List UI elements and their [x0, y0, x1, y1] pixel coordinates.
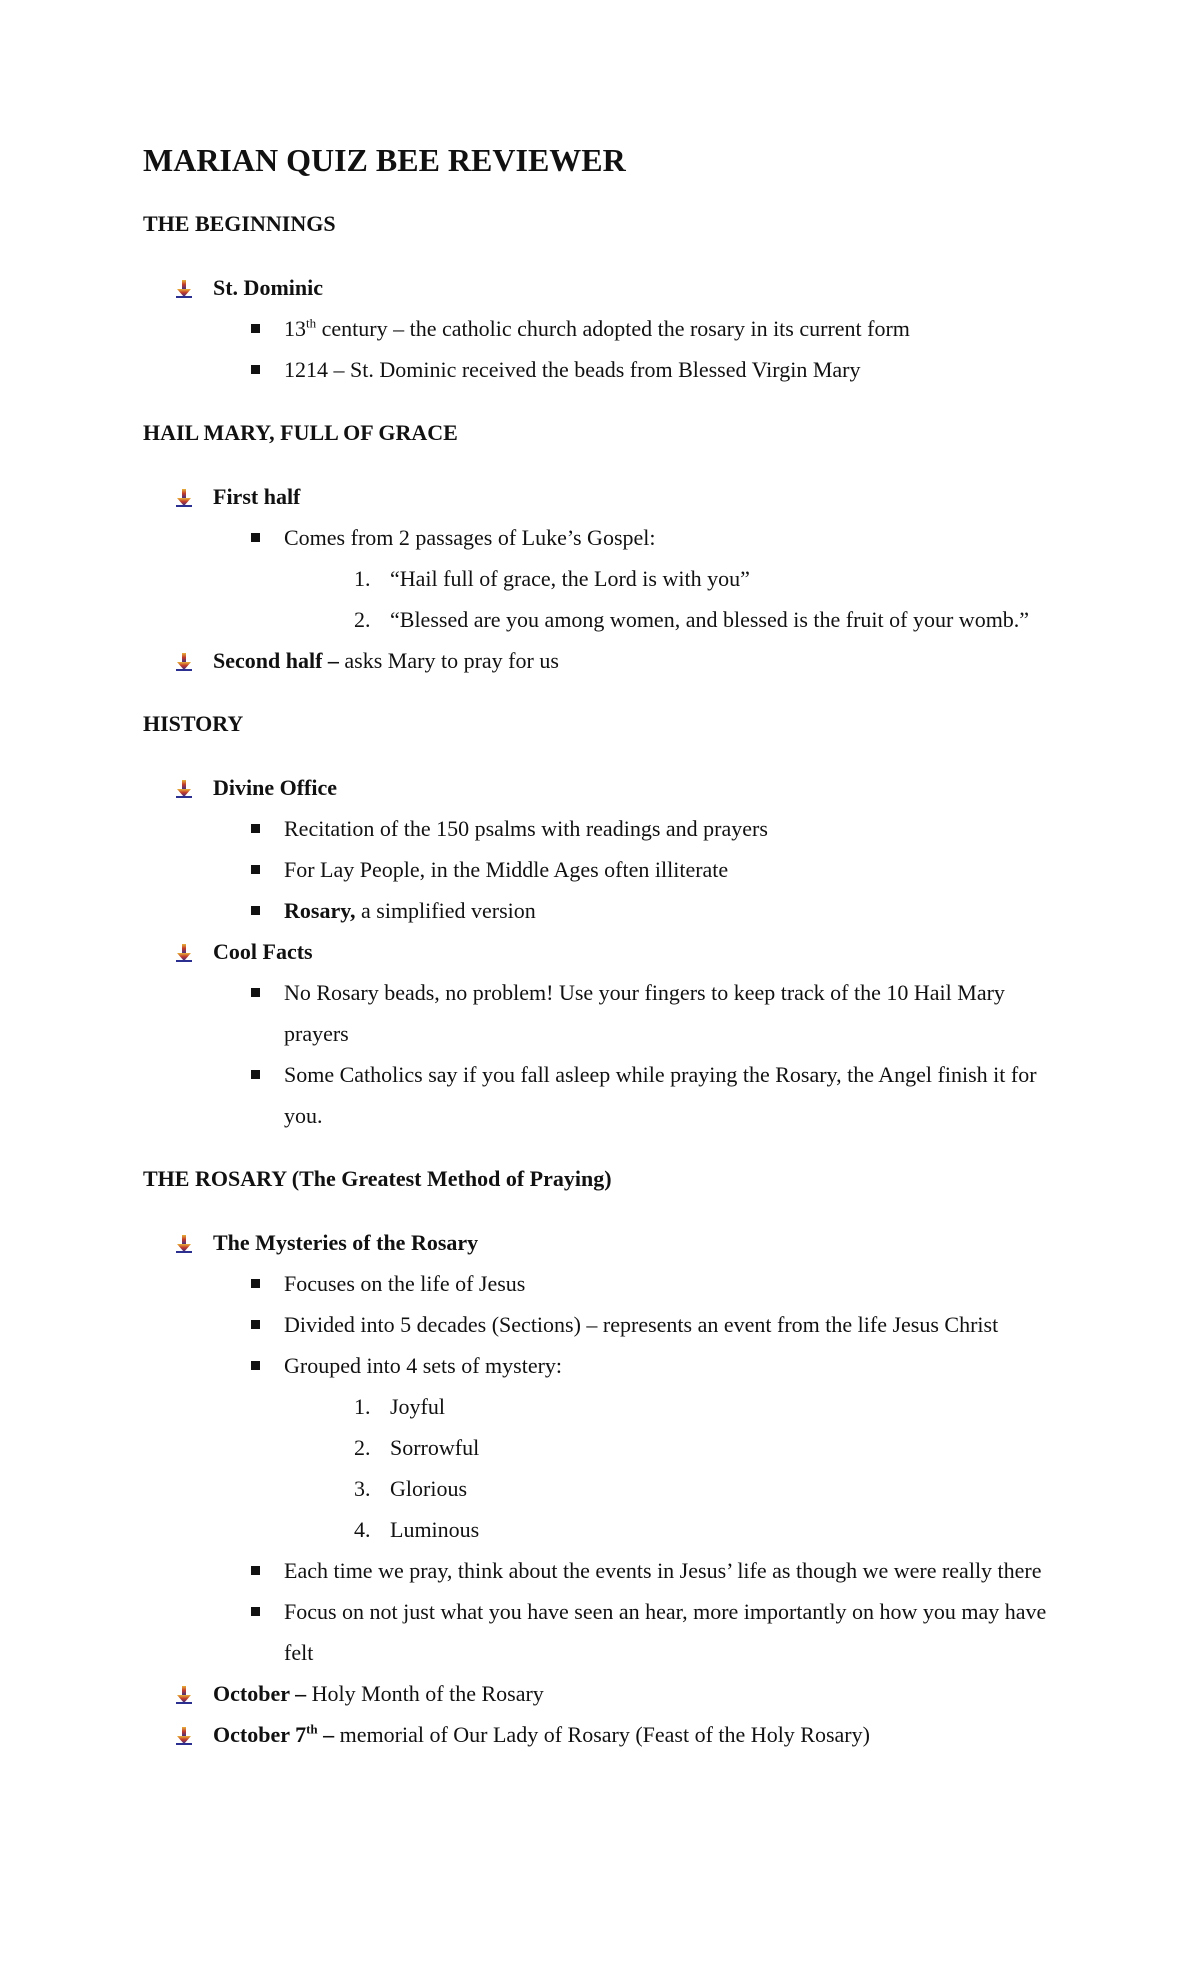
list-item: [143, 890, 1073, 931]
document-title: MARIAN QUIZ BEE REVIEWER: [143, 142, 626, 178]
list-item: [143, 849, 1073, 890]
item-text: a simplified version: [355, 898, 536, 923]
item-text: For Lay People, in the Middle Ages often illiterate: [284, 857, 729, 882]
list-item: [143, 1304, 1073, 1345]
item-title: The Mysteries of the Rosary: [213, 1230, 479, 1255]
item-text: Sorrowful: [390, 1435, 480, 1460]
section-history: [143, 711, 1073, 1136]
square-bullet-icon: [251, 865, 260, 874]
list-item: [143, 1054, 1073, 1136]
list-item: [143, 308, 1073, 349]
numbered-item: [143, 1427, 1073, 1468]
numbered-item: [143, 558, 1073, 599]
title-text: –: [317, 1722, 335, 1747]
item-text: 13: [284, 316, 306, 341]
square-bullet-icon: [251, 1607, 260, 1616]
item-text: “Blessed are you among women, and blessed is the fruit of your womb.”: [390, 607, 1030, 632]
item-text: Focuses on the life of Jesus: [284, 1271, 526, 1296]
square-bullet-icon: [251, 906, 260, 915]
item-text: No Rosary beads, no problem! Use your fingers to keep track of the 10 Hail Mary prayers: [284, 980, 1005, 1046]
item-text: 1214 – St. Dominic received the beads from Blessed Virgin Mary: [284, 357, 861, 382]
list-item: [143, 476, 1073, 517]
item-number: 2.: [354, 1435, 371, 1460]
down-arrow-bullet-icon: [176, 1686, 192, 1704]
item-text: asks Mary to pray for us: [338, 648, 559, 673]
item-text: Comes from 2 passages of Luke’s Gospel:: [284, 525, 656, 550]
list-item: [143, 1263, 1073, 1304]
section-heading: THE BEGINNINGS: [143, 211, 336, 236]
section-heading: HAIL MARY, FULL OF GRACE: [143, 420, 458, 445]
list-item: [143, 1345, 1073, 1386]
down-arrow-bullet-icon: [176, 280, 192, 298]
item-number: 4.: [354, 1517, 371, 1542]
section-beginnings: [143, 211, 1073, 390]
superscript: th: [306, 315, 317, 331]
item-text: Some Catholics say if you fall asleep while praying the Rosary, the Angel finish it for you.: [284, 1062, 1037, 1128]
square-bullet-icon: [251, 1279, 260, 1288]
numbered-item: [143, 1386, 1073, 1427]
item-text: Focus on not just what you have seen an hear, more importantly on how you may have felt: [284, 1599, 1047, 1665]
item-title: Cool Facts: [213, 939, 313, 964]
item-title: [213, 1722, 334, 1747]
section-rosary: [143, 1166, 1073, 1755]
item-text: Holy Month of the Rosary: [306, 1681, 544, 1706]
list-item: [143, 1222, 1073, 1263]
list-item: [143, 1673, 1073, 1714]
square-bullet-icon: [251, 324, 260, 333]
down-arrow-bullet-icon: [176, 653, 192, 671]
title-text: October 7: [213, 1722, 307, 1747]
list-item: [143, 931, 1073, 972]
list-item: [143, 349, 1073, 390]
item-text: Each time we pray, think about the events in Jesus’ life as though we were really there: [284, 1558, 1042, 1583]
item-text: memorial of Our Lady of Rosary (Feast of the Holy Rosary): [334, 1722, 870, 1747]
square-bullet-icon: [251, 365, 260, 374]
down-arrow-bullet-icon: [176, 1727, 192, 1745]
list-item: [143, 517, 1073, 558]
list-item: [143, 808, 1073, 849]
down-arrow-bullet-icon: [176, 944, 192, 962]
item-title: First half: [213, 484, 301, 509]
item-number: 2.: [354, 607, 371, 632]
item-text: Luminous: [390, 1517, 480, 1542]
list-item: [143, 1550, 1073, 1591]
item-text: Grouped into 4 sets of mystery:: [284, 1353, 563, 1378]
item-number: 1.: [354, 566, 371, 591]
document-content: [143, 132, 1073, 1785]
list-item: [143, 267, 1073, 308]
item-bold-text: Rosary,: [284, 898, 356, 923]
item-text: “Hail full of grace, the Lord is with you”: [390, 566, 750, 591]
item-title: October –: [213, 1681, 307, 1706]
square-bullet-icon: [251, 1320, 260, 1329]
square-bullet-icon: [251, 988, 260, 997]
section-heading: THE ROSARY (The Greatest Method of Praying): [143, 1166, 612, 1191]
down-arrow-bullet-icon: [176, 1235, 192, 1253]
item-title: Divine Office: [213, 775, 338, 800]
section-heading: HISTORY: [143, 711, 244, 736]
square-bullet-icon: [251, 1070, 260, 1079]
item-title: Second half –: [213, 648, 339, 673]
item-text: century – the catholic church adopted the rosary in its current form: [316, 316, 910, 341]
numbered-item: [143, 1509, 1073, 1550]
list-item: [143, 1591, 1073, 1673]
square-bullet-icon: [251, 1361, 260, 1370]
item-text: Recitation of the 150 psalms with readings and prayers: [284, 816, 768, 841]
superscript: th: [306, 1721, 318, 1737]
section-hail-mary: [143, 420, 1073, 681]
item-number: 3.: [354, 1476, 371, 1501]
numbered-item: [143, 599, 1073, 640]
item-text: Divided into 5 decades (Sections) – represents an event from the life Jesus Christ: [284, 1312, 999, 1337]
square-bullet-icon: [251, 1566, 260, 1575]
list-item: [143, 767, 1073, 808]
numbered-item: [143, 1468, 1073, 1509]
item-title: St. Dominic: [213, 275, 323, 300]
list-item: [143, 640, 1073, 681]
down-arrow-bullet-icon: [176, 780, 192, 798]
square-bullet-icon: [251, 533, 260, 542]
item-number: 1.: [354, 1394, 371, 1419]
list-item: [143, 1714, 1073, 1755]
item-text: Joyful: [390, 1394, 445, 1419]
list-item: [143, 972, 1073, 1054]
down-arrow-bullet-icon: [176, 489, 192, 507]
square-bullet-icon: [251, 824, 260, 833]
item-text: Glorious: [390, 1476, 467, 1501]
